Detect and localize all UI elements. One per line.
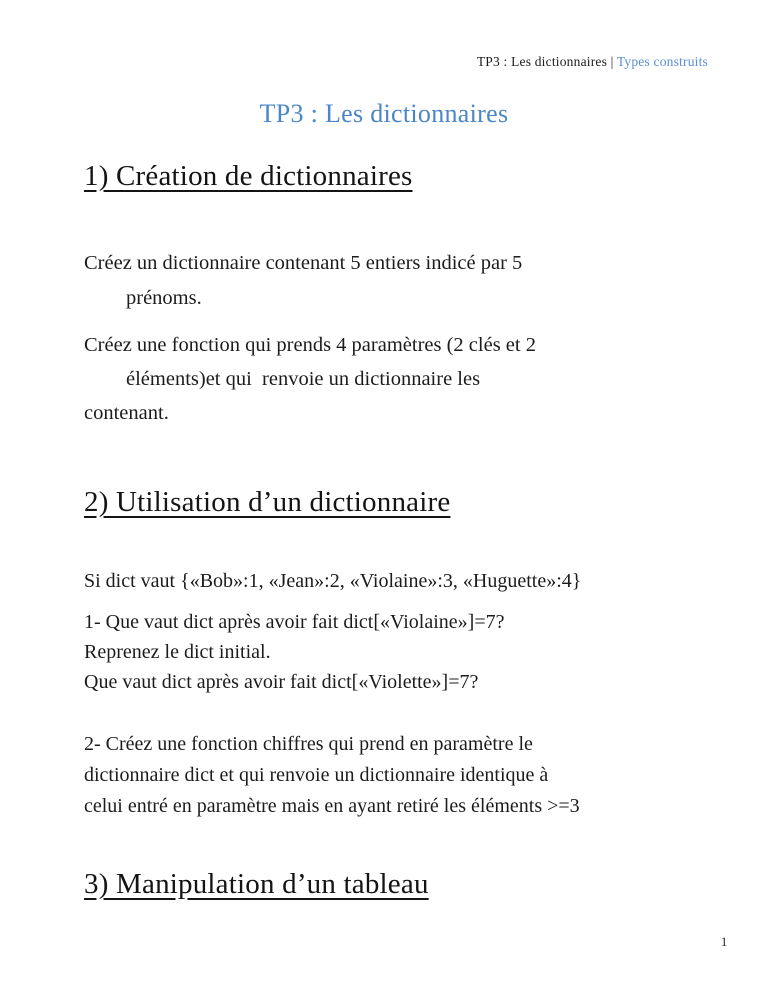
- paragraph-line: celui entré en paramètre mais en ayant retiré les éléments >=3: [84, 795, 580, 817]
- paragraph-line: Créez un dictionnaire contenant 5 entiers indicé par 5: [84, 252, 523, 274]
- paragraph-line: éléments)et qui renvoie un dictionnaire les: [126, 368, 481, 390]
- paragraph-create-dict: [84, 246, 734, 316]
- document-title: TP3 : Les dictionnaires: [259, 99, 509, 128]
- paragraph-line: Reprenez le dict initial.: [84, 641, 271, 663]
- section-3-heading: 3) Manipulation d’un tableau: [84, 868, 429, 900]
- paragraph-line: Si dict vaut {«Bob»:1, «Jean»:2, «Violaine»:3, «Huguette»:4}: [84, 570, 582, 592]
- paragraph-line: contenant.: [84, 402, 169, 424]
- section-2-heading: 2) Utilisation d’un dictionnaire: [84, 486, 451, 518]
- paragraph-line: 1- Que vaut dict après avoir fait dict[«Violaine»]=7?: [84, 611, 505, 633]
- paragraph-question-2: [84, 729, 734, 822]
- section-1-heading: 1) Création de dictionnaires: [84, 160, 413, 192]
- paragraph-line: Que vaut dict après avoir fait dict[«Violette»]=7?: [84, 671, 479, 693]
- paragraph-create-function: [84, 328, 734, 430]
- running-header: [477, 54, 708, 70]
- paragraph-line: 2- Créez une fonction chiffres qui prend en paramètre le: [84, 733, 533, 755]
- paragraph-dict-value: [84, 564, 734, 598]
- paragraph-line: dictionnaire dict et qui renvoie un dictionnaire identique à: [84, 764, 549, 786]
- running-header-text: TP3 : Les dictionnaires |: [476, 54, 617, 69]
- running-header-link[interactable]: Types construits: [616, 54, 708, 69]
- paragraph-line: prénoms.: [126, 287, 202, 309]
- footer-page-number: 1: [721, 935, 728, 949]
- paragraph-question-1: [84, 607, 734, 697]
- paragraph-line: Créez une fonction qui prends 4 paramètres (2 clés et 2: [84, 334, 536, 356]
